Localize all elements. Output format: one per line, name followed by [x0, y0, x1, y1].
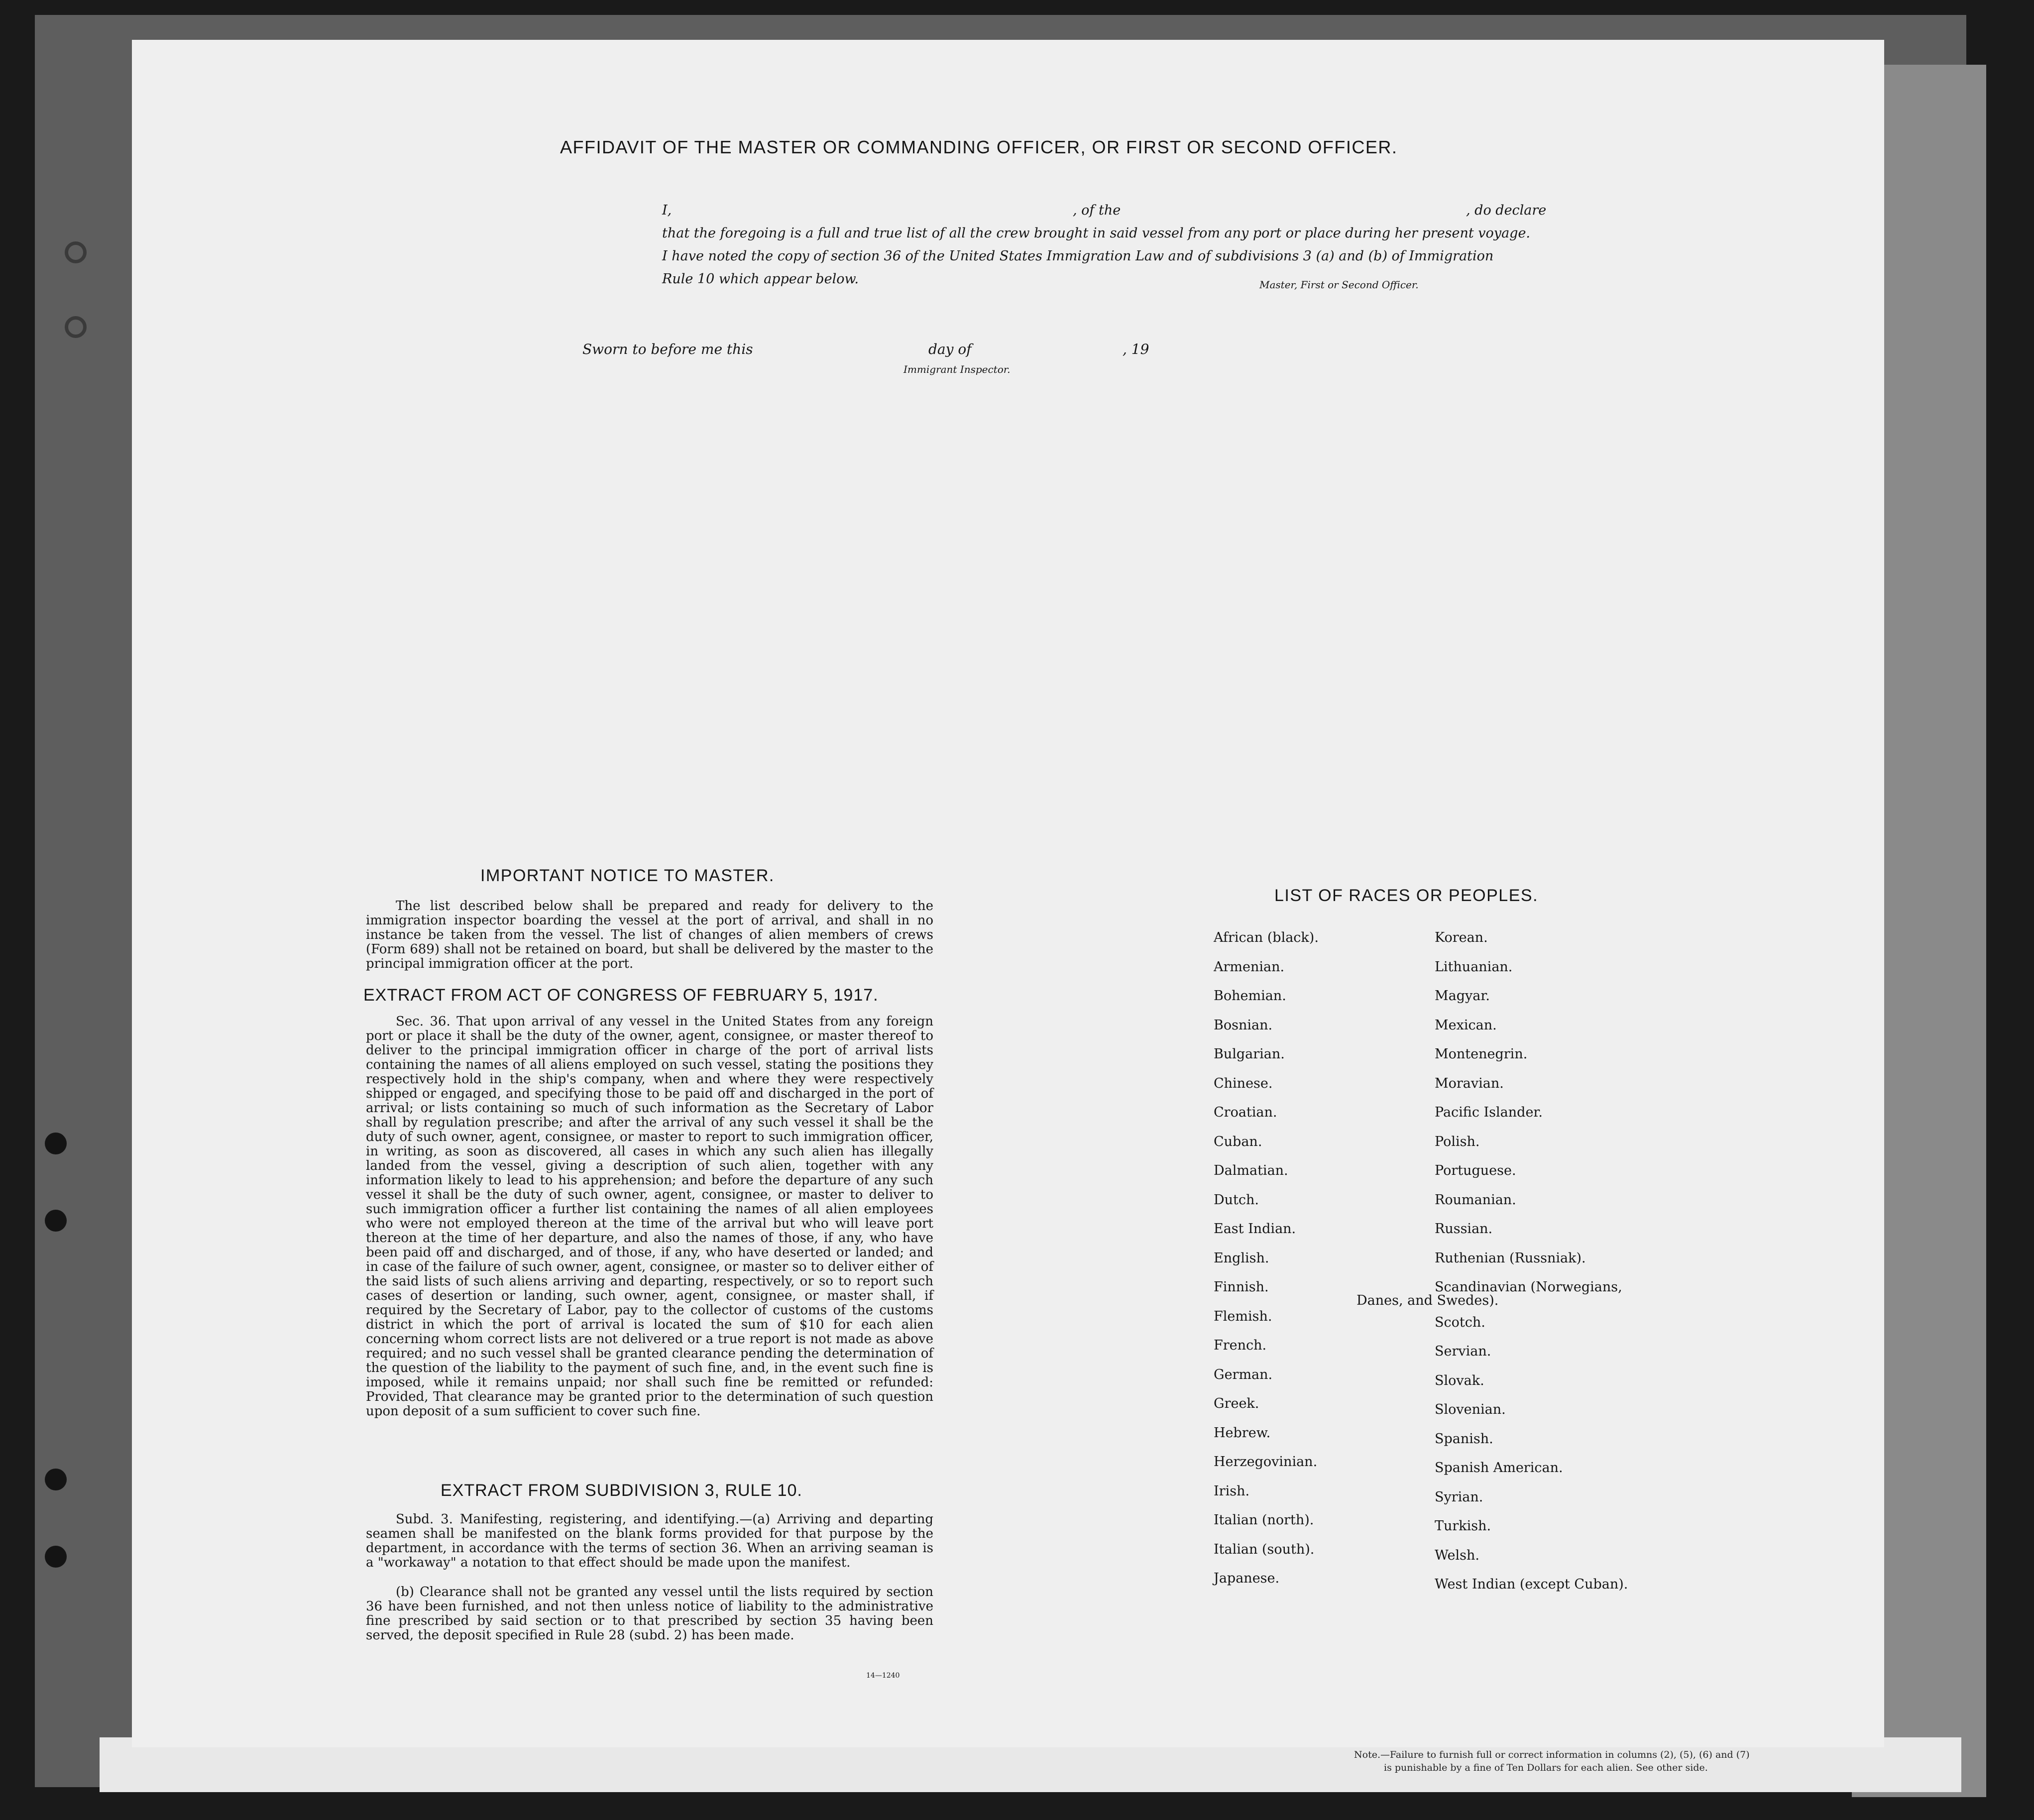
sworn-year: , 19 — [1123, 341, 1149, 357]
race-item: East Indian. — [1214, 1221, 1296, 1237]
race-item: German. — [1214, 1366, 1273, 1382]
race-item: Bulgarian. — [1214, 1046, 1285, 1062]
bottom-note-line-1: Note.—Failure to furnish full or correct information in columns (2), (5), (6) and (7) — [1354, 1749, 1750, 1760]
race-item: Japanese. — [1214, 1571, 1280, 1586]
race-item: Slovenian. — [1435, 1402, 1506, 1417]
race-item: Dalmatian. — [1214, 1163, 1288, 1178]
race-item: Hebrew. — [1214, 1425, 1271, 1441]
race-item: Polish. — [1435, 1134, 1480, 1149]
declaration-line-4: Rule 10 which appear below. — [662, 271, 859, 287]
race-item: Flemish. — [1214, 1308, 1272, 1324]
race-item: Servian. — [1435, 1344, 1491, 1359]
race-item: Croatian. — [1214, 1105, 1277, 1120]
declaration-do-declare: , do declare — [1466, 203, 1547, 218]
act-extract-title: EXTRACT FROM ACT OF CONGRESS OF FEBRUARY 5, 1917. — [363, 986, 879, 1005]
race-item: French. — [1214, 1338, 1267, 1353]
race-item: Scandinavian (Norwegians, — [1435, 1279, 1622, 1295]
binder-ring-hole — [65, 241, 87, 263]
master-signature-label: Master, First or Second Officer. — [1259, 279, 1419, 291]
sworn-before: Sworn to before me this — [582, 341, 753, 357]
binder-hole — [45, 1133, 67, 1154]
races-title: LIST OF RACES OR PEOPLES. — [1274, 886, 1539, 905]
race-item: Moravian. — [1435, 1075, 1504, 1091]
declaration-of-the: , of the — [1073, 203, 1121, 218]
rule-para-a: Subd. 3. Manifesting, registering, and identifying.—(a) Arriving and departing seamen shall be manifested on the blank forms provided for that purpose by the department, in accordance with the terms of section 36. When an arriving seaman is a "workaway" a notation to that effect should be made upon the manifest. — [366, 1512, 933, 1570]
binder-hole — [45, 1469, 67, 1490]
race-item: Russian. — [1435, 1221, 1493, 1237]
declaration-line-3: I have noted the copy of section 36 of the United States Immigration Law and of subdivisions 3 (a) and (b) of Immigration — [662, 248, 1494, 264]
race-item: Armenian. — [1214, 959, 1285, 975]
race-item: Italian (south). — [1214, 1541, 1315, 1557]
race-item: Italian (north). — [1214, 1512, 1314, 1528]
race-item: Dutch. — [1214, 1192, 1259, 1208]
notice-title: IMPORTANT NOTICE TO MASTER. — [480, 866, 775, 885]
rule-para-b: (b) Clearance shall not be granted any vessel until the lists required by section 36 have been furnished, and not then unless notice of liability to the administrative fine prescribed by said section or to that prescribed by section 35 having been served, the deposit specified in Rule 28 (subd. 2) has been made. — [366, 1585, 933, 1643]
inspector-signature-label: Immigrant Inspector. — [904, 363, 1011, 375]
race-item: English. — [1214, 1250, 1269, 1266]
affidavit-title: AFFIDAVIT OF THE MASTER OR COMMANDING OFFICER, OR FIRST OR SECOND OFFICER. — [560, 137, 1398, 157]
declaration-line-2: that the foregoing is a full and true list of all the crew brought in said vessel from any port or place during her present voyage. — [662, 226, 1531, 241]
race-item: Turkish. — [1435, 1518, 1491, 1534]
race-item: African (black). — [1214, 930, 1319, 945]
affidavit-declaration — [662, 199, 1618, 291]
race-item: Pacific Islander. — [1435, 1105, 1543, 1120]
binder-ring-hole — [65, 316, 87, 338]
race-item: Finnish. — [1214, 1279, 1269, 1295]
act-section-36: Sec. 36. That upon arrival of any vessel in the United States from any foreign port or place it shall be the duty of the owner, agent, consignee, or master thereof to deliver to the principal immigration officer in charge of the port of arrival lists containing the names of all aliens employed on such vessel, stating the positions they respectively hold in the ship's company, when and where they were respectively shipped or engaged, and specifying those to be paid off and discharged in the port of arrival; or lists containing so much of such information as the Secretary of Labor shall by regulation prescribe; and after the arrival of any such vessel it shall be the duty of such owner, agent, consignee, or master to report to such immigration officer, in writing, as soon as discovered, all cases in which any such alien has illegally landed from the vessel, giving a description of such alien, together with any information likely to lead to his apprehension; and before the departure of any such vessel it shall be the duty of such owner, agent, consignee, or master to deliver to such immigration officer a further list containing the names of all alien employees who were not employed thereon at the time of the arrival but who will leave port thereon at the time of her departure, and also the names of those, if any, who have been paid off and discharged, and of those, if any, who have deserted or landed; and in case of the failure of such owner, agent, consignee, or master so to deliver either of the said lists of such aliens arriving and departing, respectively, or so to report such cases of desertion or landing, such owner, agent, consignee, or master shall, if required by the Secretary of Labor, pay to the collector of customs of the customs district in which the port of arrival is located the sum of $10 for each alien concerning whom correct lists are not delivered or a true report is not made as above required; and no such vessel shall be granted clearance pending the determination of the question of the liability to the payment of such fine, and, in the event such fine is imposed, while it remains unpaid; nor shall such fine be remitted or refunded: Provided, That clearance may be granted prior to the determination of such question upon deposit of a sum sufficient to cover such fine. — [366, 1014, 933, 1419]
binder-hole — [45, 1546, 67, 1568]
race-item: Spanish American. — [1435, 1460, 1563, 1476]
race-item: Spanish. — [1435, 1431, 1493, 1447]
race-item: Magyar. — [1435, 988, 1490, 1004]
form-number: 14—1240 — [866, 1672, 900, 1680]
notice-body: The list described below shall be prepared and ready for delivery to the immigration inspector boarding the vessel at the port of arrival, and shall in no instance be taken from the vessel. The list of changes of alien members of crews (Form 689) shall not be retained on board, but shall be delivered by the master to the principal immigration officer at the port. — [366, 899, 933, 971]
race-item: Cuban. — [1214, 1134, 1262, 1149]
race-item: Portuguese. — [1435, 1163, 1516, 1178]
binder-hole — [45, 1210, 67, 1232]
race-item: Syrian. — [1435, 1489, 1483, 1505]
manifest-page — [132, 40, 1884, 1747]
race-item: Greek. — [1214, 1396, 1259, 1411]
rule-extract-title: EXTRACT FROM SUBDIVISION 3, RULE 10. — [441, 1481, 802, 1500]
race-item: Roumanian. — [1435, 1192, 1516, 1208]
race-item: Ruthenian (Russniak). — [1435, 1250, 1586, 1266]
race-item: Bohemian. — [1214, 988, 1286, 1004]
bottom-note-line-2: is punishable by a fine of Ten Dollars for each alien. See other side. — [1384, 1762, 1708, 1773]
race-item: Korean. — [1435, 930, 1488, 945]
sworn-day-of: day of — [928, 341, 972, 357]
race-item: Herzegovinian. — [1214, 1454, 1318, 1470]
race-item: West Indian (except Cuban). — [1435, 1577, 1628, 1592]
bottom-note — [1354, 1748, 1782, 1774]
race-item: Irish. — [1214, 1483, 1250, 1499]
declaration-line-1 — [662, 199, 1618, 222]
declaration-i: I, — [662, 203, 672, 218]
race-item: Lithuanian. — [1435, 959, 1513, 975]
race-item: Slovak. — [1435, 1372, 1484, 1388]
race-item: Montenegrin. — [1435, 1046, 1528, 1062]
race-item: Chinese. — [1214, 1075, 1273, 1091]
race-scandinavian-continued: Danes, and Swedes). — [1356, 1293, 1499, 1308]
race-item: Welsh. — [1435, 1547, 1479, 1563]
race-item: Mexican. — [1435, 1017, 1497, 1033]
race-item: Bosnian. — [1214, 1017, 1273, 1033]
race-item: Scotch. — [1435, 1314, 1485, 1330]
